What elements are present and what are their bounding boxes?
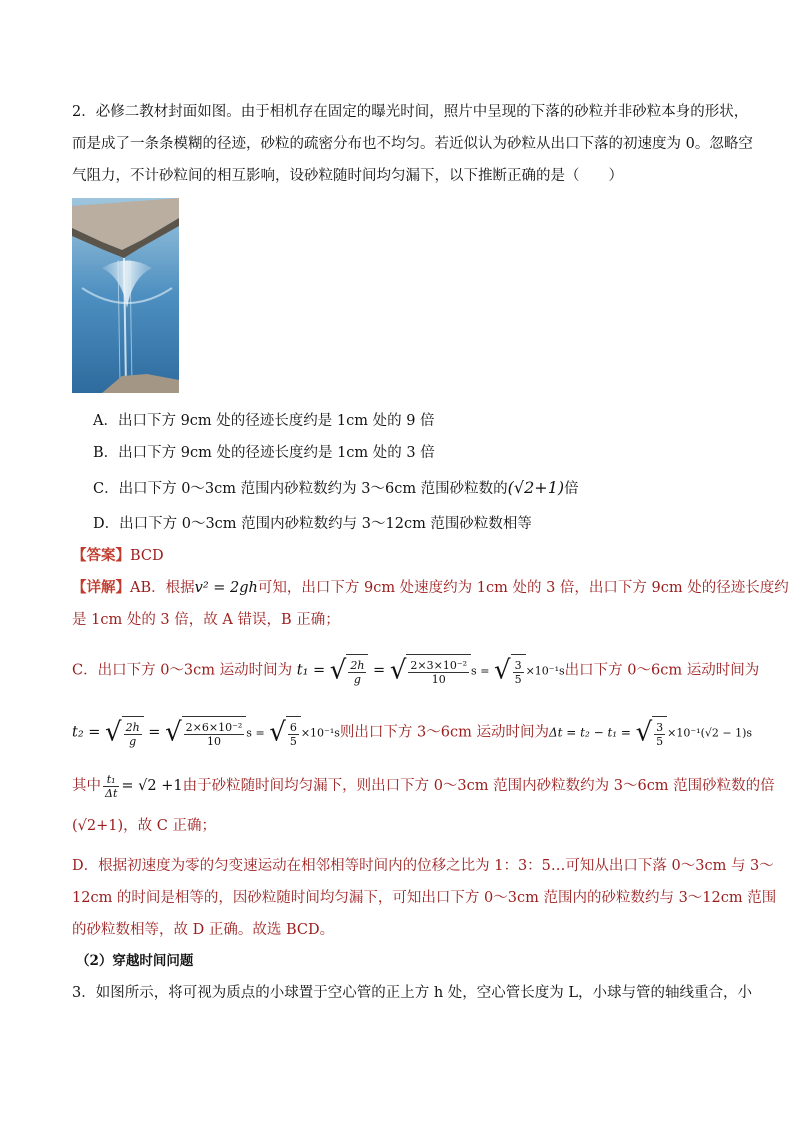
analysis-c-den-2: 10: [431, 672, 446, 686]
question-2-stem-line-3: 气阻力，不计砂粒间的相互影响，设砂粒随时间均匀漏下，以下推断正确的是（ ）: [72, 168, 623, 184]
analysis-tag: 【详解】: [72, 579, 130, 596]
analysis-c-intro: C．出口下方 0～3cm 运动时间为: [72, 662, 293, 679]
option-c-suffix: 倍: [564, 481, 579, 497]
analysis-d-line-2: 12cm 的时间是相等的，因砂粒随时间均匀漏下，可知出口下方 0～3cm 范围内的砂粒数约与 3～12cm 范围: [72, 890, 777, 906]
question-3-stem-line-1: 3．如图所示，将可视为质点的小球置于空心管的正上方 h 处，空心管长度为 L，小球与管的轴线重合，小: [72, 985, 753, 1001]
analysis-c-num-2: 2×3×10⁻²: [410, 658, 468, 672]
analysis-c-num-4: 2×6×10⁻²: [185, 720, 243, 734]
analysis-c-ratio: [103, 773, 119, 800]
analysis-ab-text-2: 可知，出口下方 9cm 处速度约为 1cm 处的 3 倍，出口下方 9cm 处的径迹长度约: [257, 580, 789, 596]
analysis-c-unit-1: ×10⁻¹s: [525, 664, 565, 678]
option-d: D．出口下方 0～3cm 范围内砂粒数约与 3～12cm 范围砂粒数相等: [93, 516, 532, 532]
analysis-c-den-4: 10: [206, 734, 221, 748]
analysis-c-sqrt-1: √ $\frac{2h}{g}$: [330, 654, 369, 687]
question-2-stem-line-2: 而是成了一条条模糊的径迹，砂粒的疏密分布也不均匀。若近似认为砂粒从出口下落的初速度为 0。忽略空: [72, 136, 753, 152]
analysis-d-line-3: 的砂粒数相等，故 D 正确。故选 BCD。: [72, 922, 335, 938]
analysis-ab-formula: v² = 2gh: [194, 580, 258, 596]
option-c: [93, 478, 753, 499]
analysis-c-num-5: 6: [289, 720, 297, 734]
analysis-c-t2: t₂ =: [72, 724, 101, 741]
analysis-c-den-6: 5: [656, 734, 664, 748]
analysis-c-line-2: t₂ = √ $\frac{2h}{g}$ = √ $\frac{\text{2×6×10⁻²}}{10}$ s = √ $\frac{6}{5}$ ×10⁻¹s则出口下方 3～6cm 运动时间为Δt = t₂ − t₁ = √ $\frac{3}{5}$ ×10⁻¹(√2 − 1)s: [72, 717, 753, 748]
analysis-c-sqrt-6: √ $\frac{6}{5}$: [269, 716, 301, 749]
option-a: A．出口下方 9cm 处的径迹长度约是 1cm 处的 9 倍: [93, 413, 435, 429]
answer-value: BCD: [130, 548, 164, 564]
analysis-c-t1: t₁ =: [296, 662, 326, 679]
analysis-c-mid: 则出口下方 3～6cm 运动时间为: [339, 724, 549, 741]
analysis-c-unit-2: ×10⁻¹(√2 − 1)s: [667, 726, 753, 740]
analysis-c-conclusion: 由于砂粒随时间均匀漏下，则出口下方 0～3cm 范围内砂粒数约为 3～6cm 范围砂粒数的倍: [182, 778, 775, 794]
answer-line: [72, 546, 732, 566]
analysis-c-den-1: g: [353, 672, 361, 686]
analysis-c-ratio-num: t₁: [103, 773, 119, 787]
analysis-d-line-1: D．根据初速度为零的匀变速运动在相邻相等时间内的位移之比为 1：3：5…可知从出口下落 0～3cm 与 3～: [72, 858, 774, 874]
section-heading: （2）穿越时间问题: [76, 953, 194, 969]
sand-hourglass-photo: [72, 198, 179, 393]
analysis-c-s: s =: [471, 664, 490, 678]
option-c-expression: (√2+1): [507, 478, 565, 497]
analysis-c-sqrt-5: √ $\frac{\text{2×6×10⁻²}}{10}$: [165, 716, 246, 749]
analysis-ab-line-2: 是 1cm 处的 3 倍，故 A 错误，B 正确；: [72, 612, 340, 628]
analysis-c-sqrt-2: √ $\frac{\text{2×3×10⁻²}}{10}$: [390, 654, 471, 687]
analysis-c-sqrt-4: √ $\frac{2h}{g}$: [105, 716, 144, 749]
analysis-c-line-1: C．出口下方 0～3cm 运动时间为 t₁ = √ $\frac{2h}{g}$ = √ $\frac{\text{2×3×10⁻²}}{10}$ s = √ $\frac{3}{5}$ ×10⁻¹s出口下方 0～6cm 运动时间为: [72, 655, 760, 686]
analysis-c-line-3: [72, 772, 775, 800]
analysis-c-ratio-den: Δt: [105, 786, 118, 800]
analysis-c-den-5: 5: [289, 734, 297, 748]
analysis-c-num-1b: 2h: [125, 720, 140, 734]
analysis-c-next: 出口下方 0～6cm 运动时间为: [564, 662, 760, 679]
analysis-c-num-1: 2h: [350, 658, 365, 672]
analysis-c-s-2: s =: [246, 726, 265, 740]
question-2-stem-line-1: 2．必修二教材封面如图。由于相机存在固定的曝光时间，照片中呈现的下落的砂粒并非砂粒本身的形状，: [72, 104, 749, 120]
analysis-c-ratio-val: = √2 +1: [121, 778, 183, 794]
analysis-c-dt: Δt = t₂ − t₁ =: [548, 725, 631, 740]
analysis-c-sqrt-3: √ $\frac{3}{5}$: [494, 654, 526, 687]
analysis-c-unit-1b: ×10⁻¹s: [300, 726, 340, 740]
option-c-text: C．出口下方 0～3cm 范围内砂粒数约为 3～6cm 范围砂粒数的: [93, 481, 508, 497]
analysis-c-among: 其中: [72, 778, 101, 794]
analysis-c-num-3: 3: [514, 658, 522, 672]
analysis-c-num-6: 3: [656, 720, 664, 734]
answer-tag: 【答案】: [72, 547, 130, 564]
analysis-c-den-3: 5: [514, 672, 522, 686]
analysis-c-den-1b: g: [129, 734, 137, 748]
analysis-c-line-4: (√2+1)，故 C 正确；: [72, 818, 216, 834]
analysis-ab-text: AB．根据: [130, 580, 195, 596]
analysis-ab-line-1: [72, 578, 789, 598]
option-b: B．出口下方 9cm 处的径迹长度约是 1cm 处的 3 倍: [93, 445, 435, 461]
analysis-c-sqrt-7: √ $\frac{3}{5}$: [636, 716, 668, 749]
